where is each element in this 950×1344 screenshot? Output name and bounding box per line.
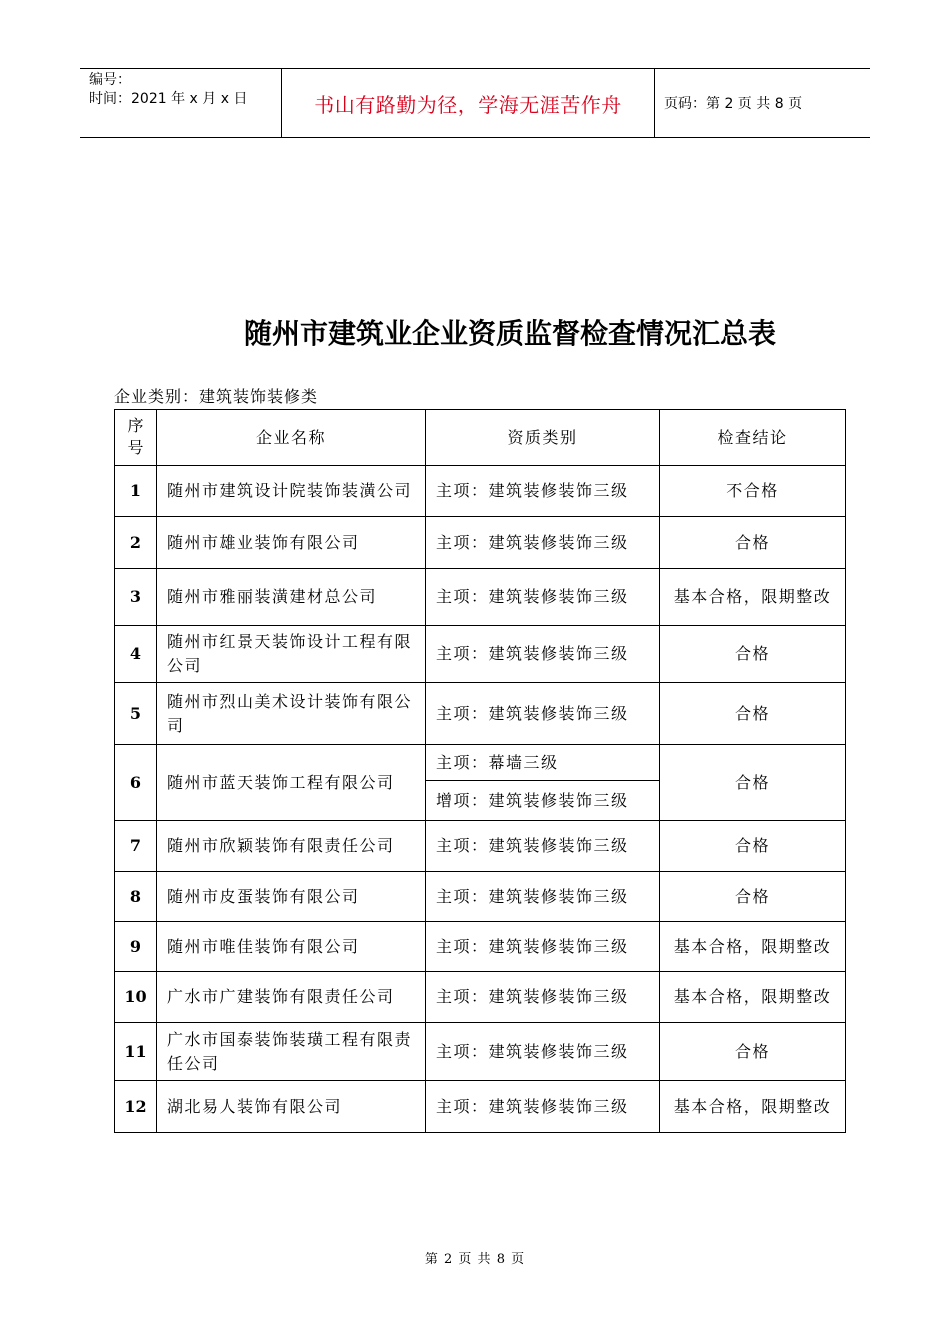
table-row <box>115 872 846 922</box>
qualification: 主项：建筑装修装饰三级 <box>426 1081 660 1133</box>
row-number: 10 <box>115 972 157 1023</box>
qualification: 主项：建筑装修装饰三级 <box>426 569 660 626</box>
inspection-result: 合格 <box>660 872 846 922</box>
table-header-row <box>115 410 846 466</box>
qualification: 主项：建筑装修装饰三级 <box>426 626 660 683</box>
time-label: 时间：2021 年 x 月 x 日 <box>89 91 248 107</box>
row-number: 9 <box>115 922 157 972</box>
row-number: 1 <box>115 466 157 517</box>
table-row <box>115 922 846 972</box>
inspection-result: 基本合格，限期整改 <box>660 922 846 972</box>
header-meta <box>80 69 280 137</box>
header-motto-cell <box>281 69 655 137</box>
row-number: 2 <box>115 517 157 569</box>
qualification: 主项：幕墙三级 <box>426 745 660 781</box>
company-name: 随州市建筑设计院装饰装潢公司 <box>157 466 426 517</box>
company-name: 随州市唯佳装饰有限公司 <box>157 922 426 972</box>
qualification: 主项：建筑装修装饰三级 <box>426 972 660 1023</box>
header-name: 企业名称 <box>157 410 426 466</box>
table-row <box>115 569 846 626</box>
company-name: 随州市皮蛋装饰有限公司 <box>157 872 426 922</box>
row-number: 11 <box>115 1023 157 1081</box>
header-seq-text: 序号 <box>127 416 144 457</box>
inspection-result: 合格 <box>660 683 846 745</box>
inspection-result: 基本合格，限期整改 <box>660 972 846 1023</box>
row-number: 7 <box>115 821 157 872</box>
qualification: 主项：建筑装修装饰三级 <box>426 872 660 922</box>
table-row <box>115 1081 846 1133</box>
header-page-cell <box>654 69 870 137</box>
qualification: 主项：建筑装修装饰三级 <box>426 821 660 872</box>
table-row <box>115 626 846 683</box>
summary-table <box>114 409 846 1133</box>
document-title: 随州市建筑业企业资质监督检查情况汇总表 <box>243 317 776 350</box>
page-footer: 第 2 页 共 8 页 <box>424 1252 526 1267</box>
company-name: 随州市雅丽装潢建材总公司 <box>157 569 426 626</box>
inspection-result: 合格 <box>660 626 846 683</box>
inspection-result: 不合格 <box>660 466 846 517</box>
company-name: 随州市雄业装饰有限公司 <box>157 517 426 569</box>
header-result: 检查结论 <box>660 410 846 466</box>
inspection-result: 合格 <box>660 745 846 821</box>
qualification: 主项：建筑装修装饰三级 <box>426 683 660 745</box>
page-label: 页码：第 2 页 共 8 页 <box>664 96 803 112</box>
category-label: 企业类别：建筑装饰装修类 <box>114 387 319 406</box>
page-header <box>80 68 870 138</box>
table-row <box>115 745 846 781</box>
company-name: 随州市烈山美术设计装饰有限公司 <box>157 683 426 745</box>
qualification-secondary: 增项：建筑装修装饰三级 <box>426 781 660 821</box>
inspection-result: 合格 <box>660 517 846 569</box>
inspection-result: 基本合格，限期整改 <box>660 1081 846 1133</box>
header-seq <box>115 410 157 466</box>
table-row <box>115 683 846 745</box>
company-name: 湖北易人装饰有限公司 <box>157 1081 426 1133</box>
table-row <box>115 821 846 872</box>
company-name: 广水市广建装饰有限责任公司 <box>157 972 426 1023</box>
table-row <box>115 466 846 517</box>
company-name: 广水市国泰装饰装璜工程有限责任公司 <box>157 1023 426 1081</box>
company-name: 随州市蓝天装饰工程有限公司 <box>157 745 426 821</box>
inspection-result: 合格 <box>660 821 846 872</box>
row-number: 3 <box>115 569 157 626</box>
table-row <box>115 517 846 569</box>
code-label: 编号： <box>89 72 131 88</box>
qualification: 主项：建筑装修装饰三级 <box>426 922 660 972</box>
inspection-result: 合格 <box>660 1023 846 1081</box>
qualification: 主项：建筑装修装饰三级 <box>426 466 660 517</box>
qualification: 主项：建筑装修装饰三级 <box>426 517 660 569</box>
inspection-result: 基本合格，限期整改 <box>660 569 846 626</box>
row-number: 12 <box>115 1081 157 1133</box>
row-number: 8 <box>115 872 157 922</box>
company-name: 随州市欣颖装饰有限责任公司 <box>157 821 426 872</box>
table-row <box>115 972 846 1023</box>
header-qualification: 资质类别 <box>426 410 660 466</box>
table-row <box>115 1023 846 1081</box>
row-number: 5 <box>115 683 157 745</box>
qualification: 主项：建筑装修装饰三级 <box>426 1023 660 1081</box>
row-number: 6 <box>115 745 157 821</box>
row-number: 4 <box>115 626 157 683</box>
motto: 书山有路勤为径，学海无涯苦作舟 <box>314 92 622 117</box>
company-name: 随州市红景天装饰设计工程有限公司 <box>157 626 426 683</box>
